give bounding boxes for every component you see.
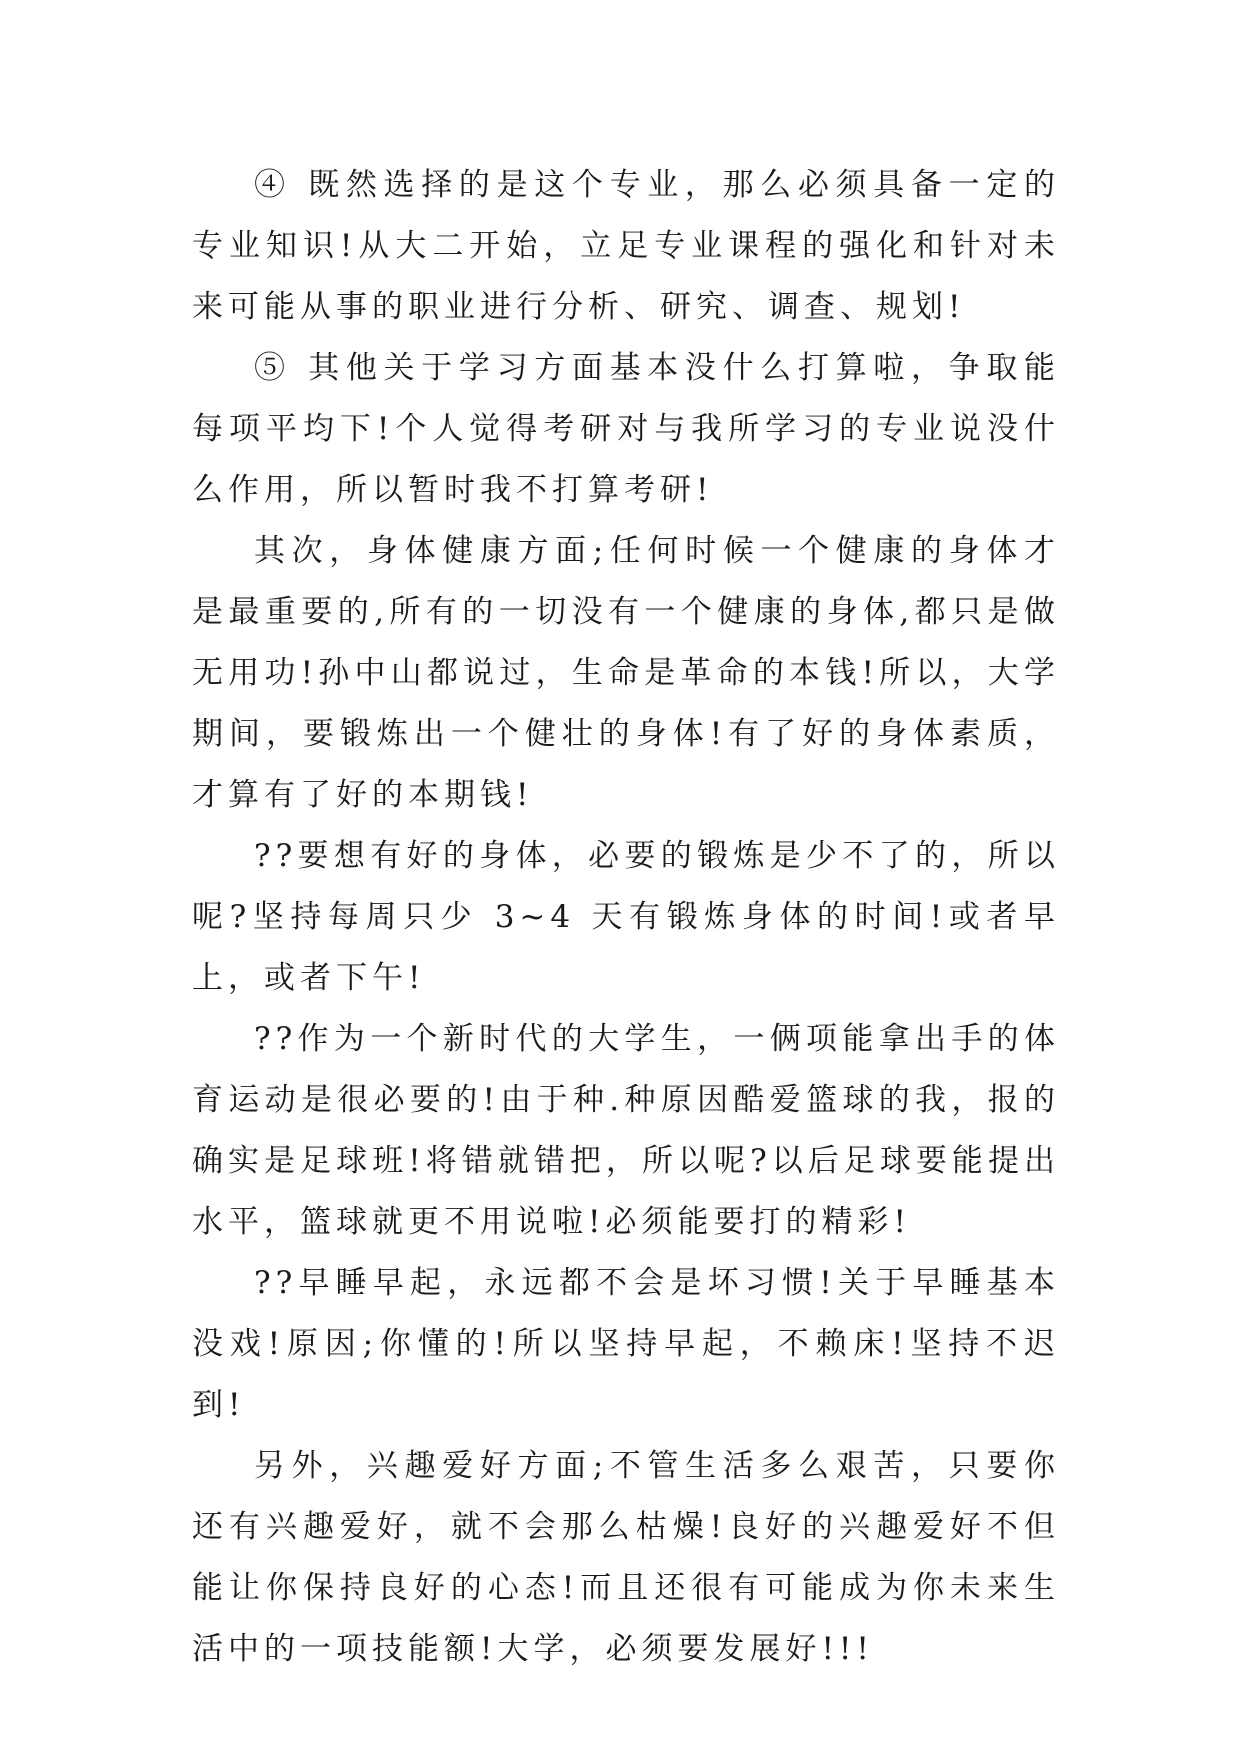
paragraph-1: ④ 既然选择的是这个专业，那么必须具备一定的专业知识!从大二开始，立足专业课程的强化和针对未来可能从事的职业进行分析、研究、调查、规划! xyxy=(192,167,1060,325)
paragraph-7: 另外，兴趣爱好方面;不管生活多么艰苦，只要你还有兴趣爱好，就不会那么枯燥!良好的兴趣爱好不但能让你保持良好的心态!而且还很有可能成为你未来生活中的一项技能额!大学，必须要发展好!!! xyxy=(192,1448,1060,1667)
paragraph-5: ??作为一个新时代的大学生，一俩项能拿出手的体育运动是很必要的!由于种.种原因酷爱篮球的我，报的确实是足球班!将错就错把，所以呢?以后足球要能提出水平，篮球就更不用说啦!必须能要打的精彩! xyxy=(192,1021,1060,1240)
paragraph-4: ??要想有好的身体，必要的锻炼是少不了的，所以呢?坚持每周只少 3~4 天有锻炼身体的时间!或者早上，或者下午! xyxy=(192,838,1060,996)
document-body xyxy=(192,155,1060,1680)
paragraph-6: ??早睡早起，永远都不会是坏习惯!关于早睡基本没戏!原因;你懂的!所以坚持早起，不赖床!坚持不迟到! xyxy=(192,1265,1060,1423)
paragraph-3: 其次，身体健康方面;任何时候一个健康的身体才是最重要的,所有的一切没有一个健康的身体,都只是做无用功!孙中山都说过，生命是革命的本钱!所以，大学期间，要锻炼出一个健壮的身体!有了好的身体素质，才算有了好的本期钱! xyxy=(192,533,1060,813)
paragraph-2: ⑤ 其他关于学习方面基本没什么打算啦，争取能每项平均下!个人觉得考研对与我所学习的专业说没什么作用，所以暂时我不打算考研! xyxy=(192,350,1060,508)
